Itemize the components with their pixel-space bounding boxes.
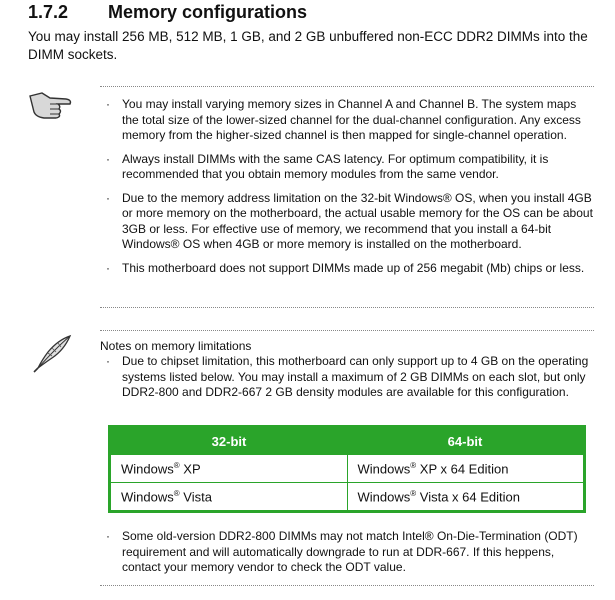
pointing-hand-icon (28, 90, 76, 124)
table-header-32bit: 32-bit (110, 427, 348, 455)
table-cell: Windows® XP (110, 455, 348, 483)
table-header-64bit: 64-bit (347, 427, 585, 455)
list-item: · This motherboard does not support DIMMs made up of 256 megabit (Mb) chips or less. (106, 260, 585, 275)
table-header-row (110, 427, 585, 455)
intro-paragraph: You may install 256 MB, 512 MB, 1 GB, and 2 GB unbuffered non-ECC DDR2 DIMMs into the DIMM sockets. (28, 29, 588, 62)
list-item: · Due to the memory address limitation on the 32-bit Windows® OS, when you install 4GB or more memory on the motherboard, the actual usable memory for the OS can be about 3GB or less. For effective use of memory, we recommend that you install a 64-bit Windows® OS when 4GB or more memory is installed on the motherboard. (106, 190, 593, 251)
memo-final-bullet (100, 529, 594, 576)
memo-title: Notes on memory limitations (100, 339, 252, 353)
section-title: Memory configurations (108, 2, 308, 22)
table-cell: Windows® Vista (110, 483, 348, 512)
note-box (100, 86, 594, 308)
table-cell: Windows® XP x 64 Edition (347, 455, 585, 483)
memo-box (100, 330, 594, 586)
os-support-table (108, 425, 586, 513)
section-number: 1.7.2 (28, 2, 69, 22)
table-row (110, 483, 585, 512)
list-item: · Always install DIMMs with the same CAS latency. For optimum compatibility, it is recommended that you obtain memory modules from the same vendor. (106, 151, 549, 181)
list-item: · Some old-version DDR2-800 DIMMs may not match Intel® On-Die-Termination (ODT) requirement and will automatically downgrade to run at DDR-667. If this heppens, contact your memory vendor to check the ODT value. (106, 529, 578, 574)
quill-pen-icon (30, 334, 76, 374)
memo-bullet-list (100, 354, 594, 401)
list-item: · Due to chipset limitation, this motherboard can only support up to 4 GB on the operating systems listed below. You may install a maximum of 2 GB DIMMs on each slot, but only DDR2-800 and DDR2-667 2 GB density modules are available for this configuration. (106, 354, 589, 399)
section-heading (28, 2, 307, 23)
table-cell: Windows® Vista x 64 Edition (347, 483, 585, 512)
list-item: · You may install varying memory sizes in Channel A and Channel B. The system maps the total size of the lower-sized channel for the dual-channel configuration. Any excess memory from the higher-sized channel is then mapped for single-channel operation. (106, 97, 581, 142)
note-bullet-list (100, 97, 594, 276)
table-row (110, 455, 585, 483)
